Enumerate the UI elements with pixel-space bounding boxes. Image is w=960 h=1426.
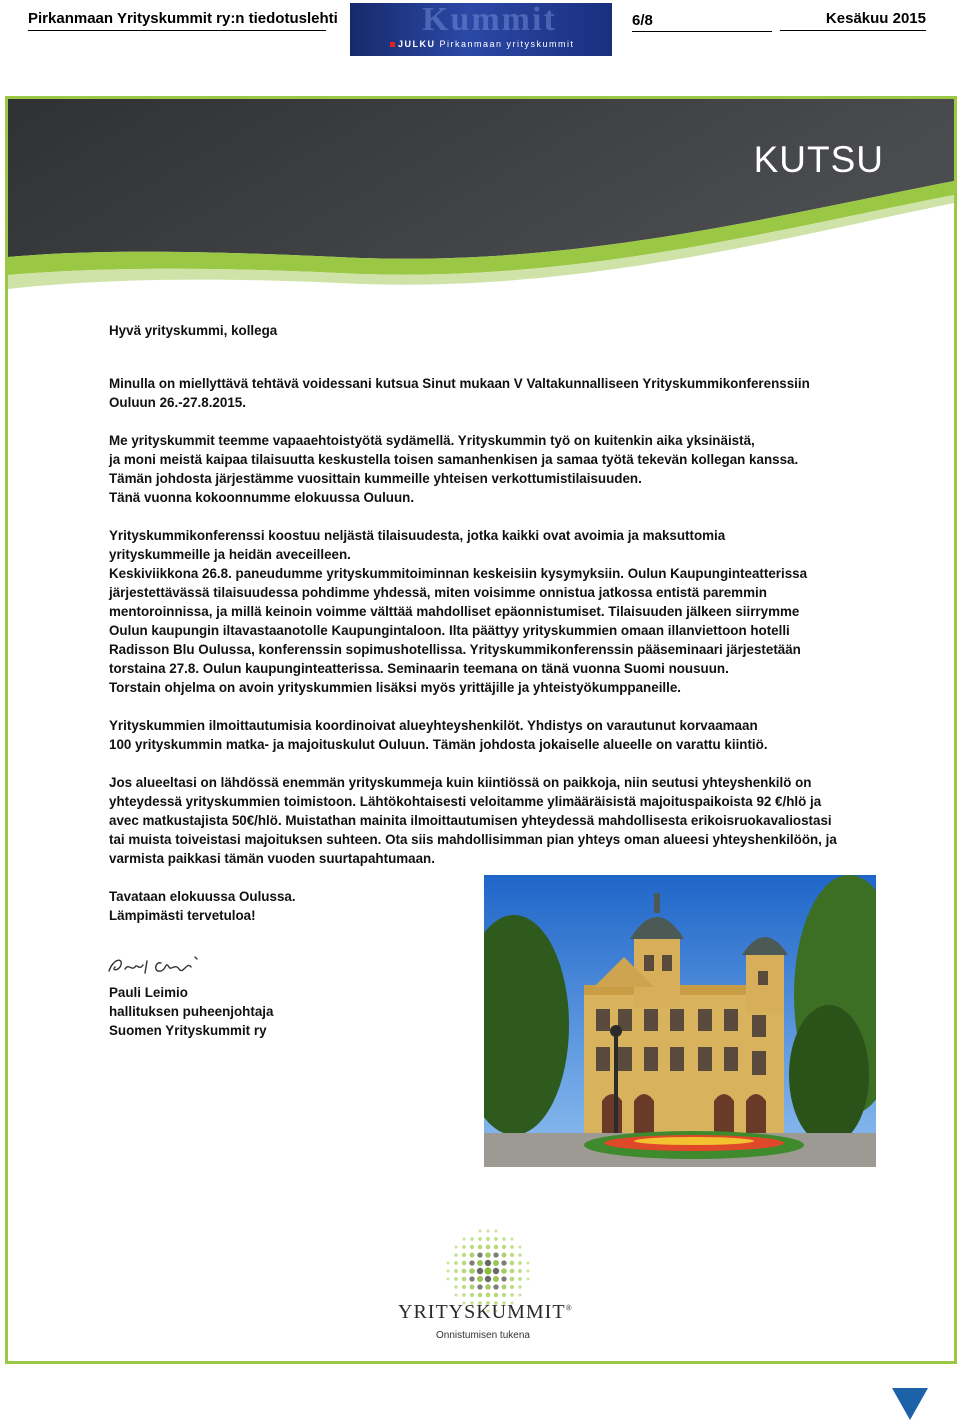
logo-dot: [493, 1252, 498, 1257]
logo-dot: [510, 1293, 514, 1297]
logo-dot: [486, 1245, 491, 1250]
logo-dot: [495, 1230, 498, 1233]
logo-dot: [462, 1261, 467, 1266]
logo-strip: [390, 39, 575, 49]
logo-dot: [477, 1252, 482, 1257]
logo-dot: [470, 1237, 474, 1241]
logo-strip-bold: JULKU: [398, 39, 436, 49]
julku-logo: [350, 3, 612, 56]
text-line: Torstain ohjelma on avoin yrityskummien lisäksi myös yrittäjille ja yhteistyökumppaneille.: [109, 680, 682, 695]
oulu-city-hall-photo: [484, 875, 876, 1167]
logo-dot: [447, 1278, 450, 1281]
logo-dot: [502, 1285, 507, 1290]
logo-dot: [510, 1277, 515, 1282]
newsletter-title: Pirkanmaan Yrityskummit ry:n tiedotuslehti: [28, 10, 326, 31]
logo-dot: [493, 1260, 499, 1266]
logo-dot: [486, 1293, 491, 1298]
logo-dot-icon: [390, 42, 395, 47]
logo-dot: [493, 1284, 498, 1289]
signer-organization: Suomen Yrityskummit ry: [109, 1023, 267, 1038]
logo-dot: [518, 1261, 522, 1265]
logo-dot: [478, 1237, 482, 1241]
yrityskummit-logo-mark: [398, 1225, 578, 1345]
logo-dot: [502, 1293, 506, 1297]
invitation-panel: [5, 96, 957, 1364]
text-line: Yrityskummien ilmoittautumisia koordinoivat alueyhteyshenkilöt. Yhdistys on varautunut korvaamaan: [109, 718, 758, 733]
logo-dot: [510, 1261, 515, 1266]
logo-dot: [454, 1269, 458, 1273]
paragraph-4: [109, 716, 869, 754]
text-line: ja moni meistä kaipaa tilaisuutta keskustella toisen samanhenkisen ja samaa työtä tekevän kollegan kanssa.: [109, 452, 799, 467]
logo-dot: [518, 1269, 522, 1273]
logo-dot: [502, 1237, 506, 1241]
logo-dot: [469, 1260, 474, 1265]
paragraph-1: [109, 374, 869, 412]
text-line: varmista paikkasi tämän vuoden suurtapahtumaan.: [109, 851, 435, 866]
kutsu-banner: [8, 99, 954, 359]
signer-name: Pauli Leimio: [109, 985, 188, 1000]
logo-dot: [454, 1253, 458, 1257]
logo-dot: [486, 1237, 490, 1241]
paragraph-3: [109, 526, 869, 697]
logo-brand-text: YRITYSKUMMIT: [398, 1301, 566, 1323]
text-line: yrityskummeille ja heidän aveceilleen.: [109, 547, 351, 562]
logo-dot: [454, 1293, 457, 1296]
text-line: Tämän johdosta järjestämme vuosittain kummeille yhteisen verkottumistilaisuuden.: [109, 471, 642, 486]
logo-dot: [462, 1277, 467, 1282]
logo-dot: [510, 1237, 513, 1240]
logo-dot: [447, 1262, 450, 1265]
logo-dot: [477, 1260, 483, 1266]
logo-dot: [518, 1285, 522, 1289]
logo-brand: [398, 1301, 583, 1324]
logo-dot: [446, 1269, 449, 1272]
text-line: järjestettävässä tilaisuudessa pohdimme yhdessä, miten voisimme onnistua jatkossa entistä paremmin: [109, 585, 767, 600]
logo-dot: [477, 1268, 483, 1274]
logo-dot: [502, 1245, 506, 1249]
logo-dot: [470, 1253, 475, 1258]
text-line: torstaina 27.8. Oulun kaupunginteatterissa. Seminaarin teemana on tänä vuonna Suomi nousuun.: [109, 661, 729, 676]
logo-dot: [469, 1276, 474, 1281]
paragraph-2: [109, 431, 869, 507]
text-line: Me yrityskummit teemme vapaaehtoistyötä sydämellä. Yrityskummin työ on kuitenkin aika yksinäistä,: [109, 433, 755, 448]
logo-dot: [501, 1260, 506, 1265]
logo-dot: [526, 1269, 529, 1272]
next-page-arrow-icon[interactable]: [892, 1388, 928, 1420]
logo-dot: [502, 1253, 507, 1258]
logo-strip-text: Pirkanmaan yrityskummit: [439, 39, 575, 49]
logo-dot: [479, 1230, 482, 1233]
logo-dot: [454, 1261, 458, 1265]
text-line: avec matkustajista 50€/hlö. Muistathan mainita ilmoittautumisen yhteydessä mahdollisesta erikoisruokavaliostasi: [109, 813, 832, 828]
logo-dot: [493, 1268, 499, 1274]
logo-dot: [510, 1269, 515, 1274]
logo-dot: [518, 1293, 521, 1296]
text-line: Jos alueeltasi on lähdössä enemmän yrityskummeja kuin kiintiössä on paikkoja, niin seutusi yhteyshenkilö on: [109, 775, 812, 790]
text-line: yhteydessä yrityskummien toimistoon. Lähtökohtaisesti veloitamme ylimääräisistä majoituspaikoista 92 €/hlö ja: [109, 794, 822, 809]
text-line: Tavataan elokuussa Oulussa.: [109, 889, 296, 904]
logo-dot: [485, 1260, 491, 1266]
logo-dot: [518, 1253, 522, 1257]
logo-dot: [494, 1293, 499, 1298]
logo-dot: [462, 1269, 467, 1274]
logo-dot: [494, 1237, 498, 1241]
signer-title: hallituksen puheenjohtaja: [109, 1004, 274, 1019]
text-line: Keskiviikkona 26.8. paneudumme yrityskummitoiminnan keskeisiin kysymyksiin. Oulun Kaupunginteatterissa: [109, 566, 808, 581]
page-number: 6/8: [632, 12, 772, 32]
text-line: 100 yrityskummin matka- ja majoituskulut Ouluun. Tämän johdosta jokaiselle alueelle on varattu kiintiö.: [109, 737, 768, 752]
text-line: Minulla on miellyttävä tehtävä voidessani kutsua Sinut mukaan V Valtakunnalliseen Yrityskummikonferenssiin: [109, 376, 810, 391]
signature-image: [103, 949, 213, 983]
text-line: Oulun kaupungin iltavastaanotolle Kaupungintaloon. Ilta päättyy yrityskummien omaan illanviettoon hotelli: [109, 623, 790, 638]
logo-dot: [518, 1277, 522, 1281]
text-line: mentoroinnissa, ja millä keinoin voimme välttää mahdolliset epäonnistumiset. Tilaisuuden jälkeen siirrymme: [109, 604, 800, 619]
text-line: Ouluun 26.-27.8.2015.: [109, 395, 246, 410]
text-line: Lämpimästi tervetuloa!: [109, 908, 256, 923]
logo-dot: [462, 1237, 465, 1240]
logo-dot: [485, 1276, 491, 1282]
logo-brand-text: Kummit: [422, 3, 557, 38]
logo-dot: [510, 1253, 514, 1257]
logo-dot: [501, 1276, 506, 1281]
text-line: Tänä vuonna kokoonnumme elokuussa Ouluun.: [109, 490, 415, 505]
logo-dot: [485, 1252, 491, 1258]
text-line: tai muista toiveistasi majoituksen suhteen. Ota siis mahdollisimman pian yhteys oman alueesi yhteyshenkilöön, ja: [109, 832, 837, 847]
logo-dot: [501, 1268, 507, 1274]
logo-dot: [510, 1245, 514, 1249]
logo-dot: [518, 1245, 521, 1248]
logo-dot: [484, 1267, 491, 1274]
logo-dot: [470, 1293, 474, 1297]
logo-dot: [462, 1245, 466, 1249]
logo-dot: [527, 1262, 530, 1265]
logo-dot: [454, 1277, 458, 1281]
greeting: Hyvä yrityskummi, kollega: [109, 323, 278, 338]
logo-dot: [494, 1245, 499, 1250]
logo-dot: [470, 1285, 475, 1290]
logo-dot: [469, 1268, 475, 1274]
logo-dot: [527, 1278, 530, 1281]
logo-dot: [485, 1284, 491, 1290]
logo-dot: [478, 1245, 483, 1250]
logo-dot: [454, 1285, 458, 1289]
logo-dot: [462, 1293, 466, 1297]
logo-dot: [510, 1285, 514, 1289]
text-line: Radisson Blu Oulussa, konferenssin sopimushotellissa. Yrityskummikonferenssin pääseminaari järjestetään: [109, 642, 801, 657]
banner-title: KUTSU: [753, 139, 884, 180]
paragraph-5: [109, 773, 869, 868]
registered-mark: ®: [565, 1303, 573, 1313]
logo-dot: [462, 1285, 466, 1289]
text-line: Yrityskummikonferenssi koostuu neljästä tilaisuudesta, jotka kaikki ovat avoimia ja maksuttomia: [109, 528, 726, 543]
logo-tagline: Onnistumisen tukena: [436, 1330, 530, 1341]
logo-dot: [462, 1253, 466, 1257]
logo-dot: [477, 1276, 483, 1282]
logo-dot: [486, 1229, 489, 1232]
logo-dot: [478, 1293, 483, 1298]
logo-dot: [454, 1245, 457, 1248]
logo-dot: [493, 1276, 499, 1282]
issue-date: Kesäkuu 2015: [780, 10, 926, 31]
logo-dot: [470, 1245, 474, 1249]
logo-dot: [477, 1284, 482, 1289]
